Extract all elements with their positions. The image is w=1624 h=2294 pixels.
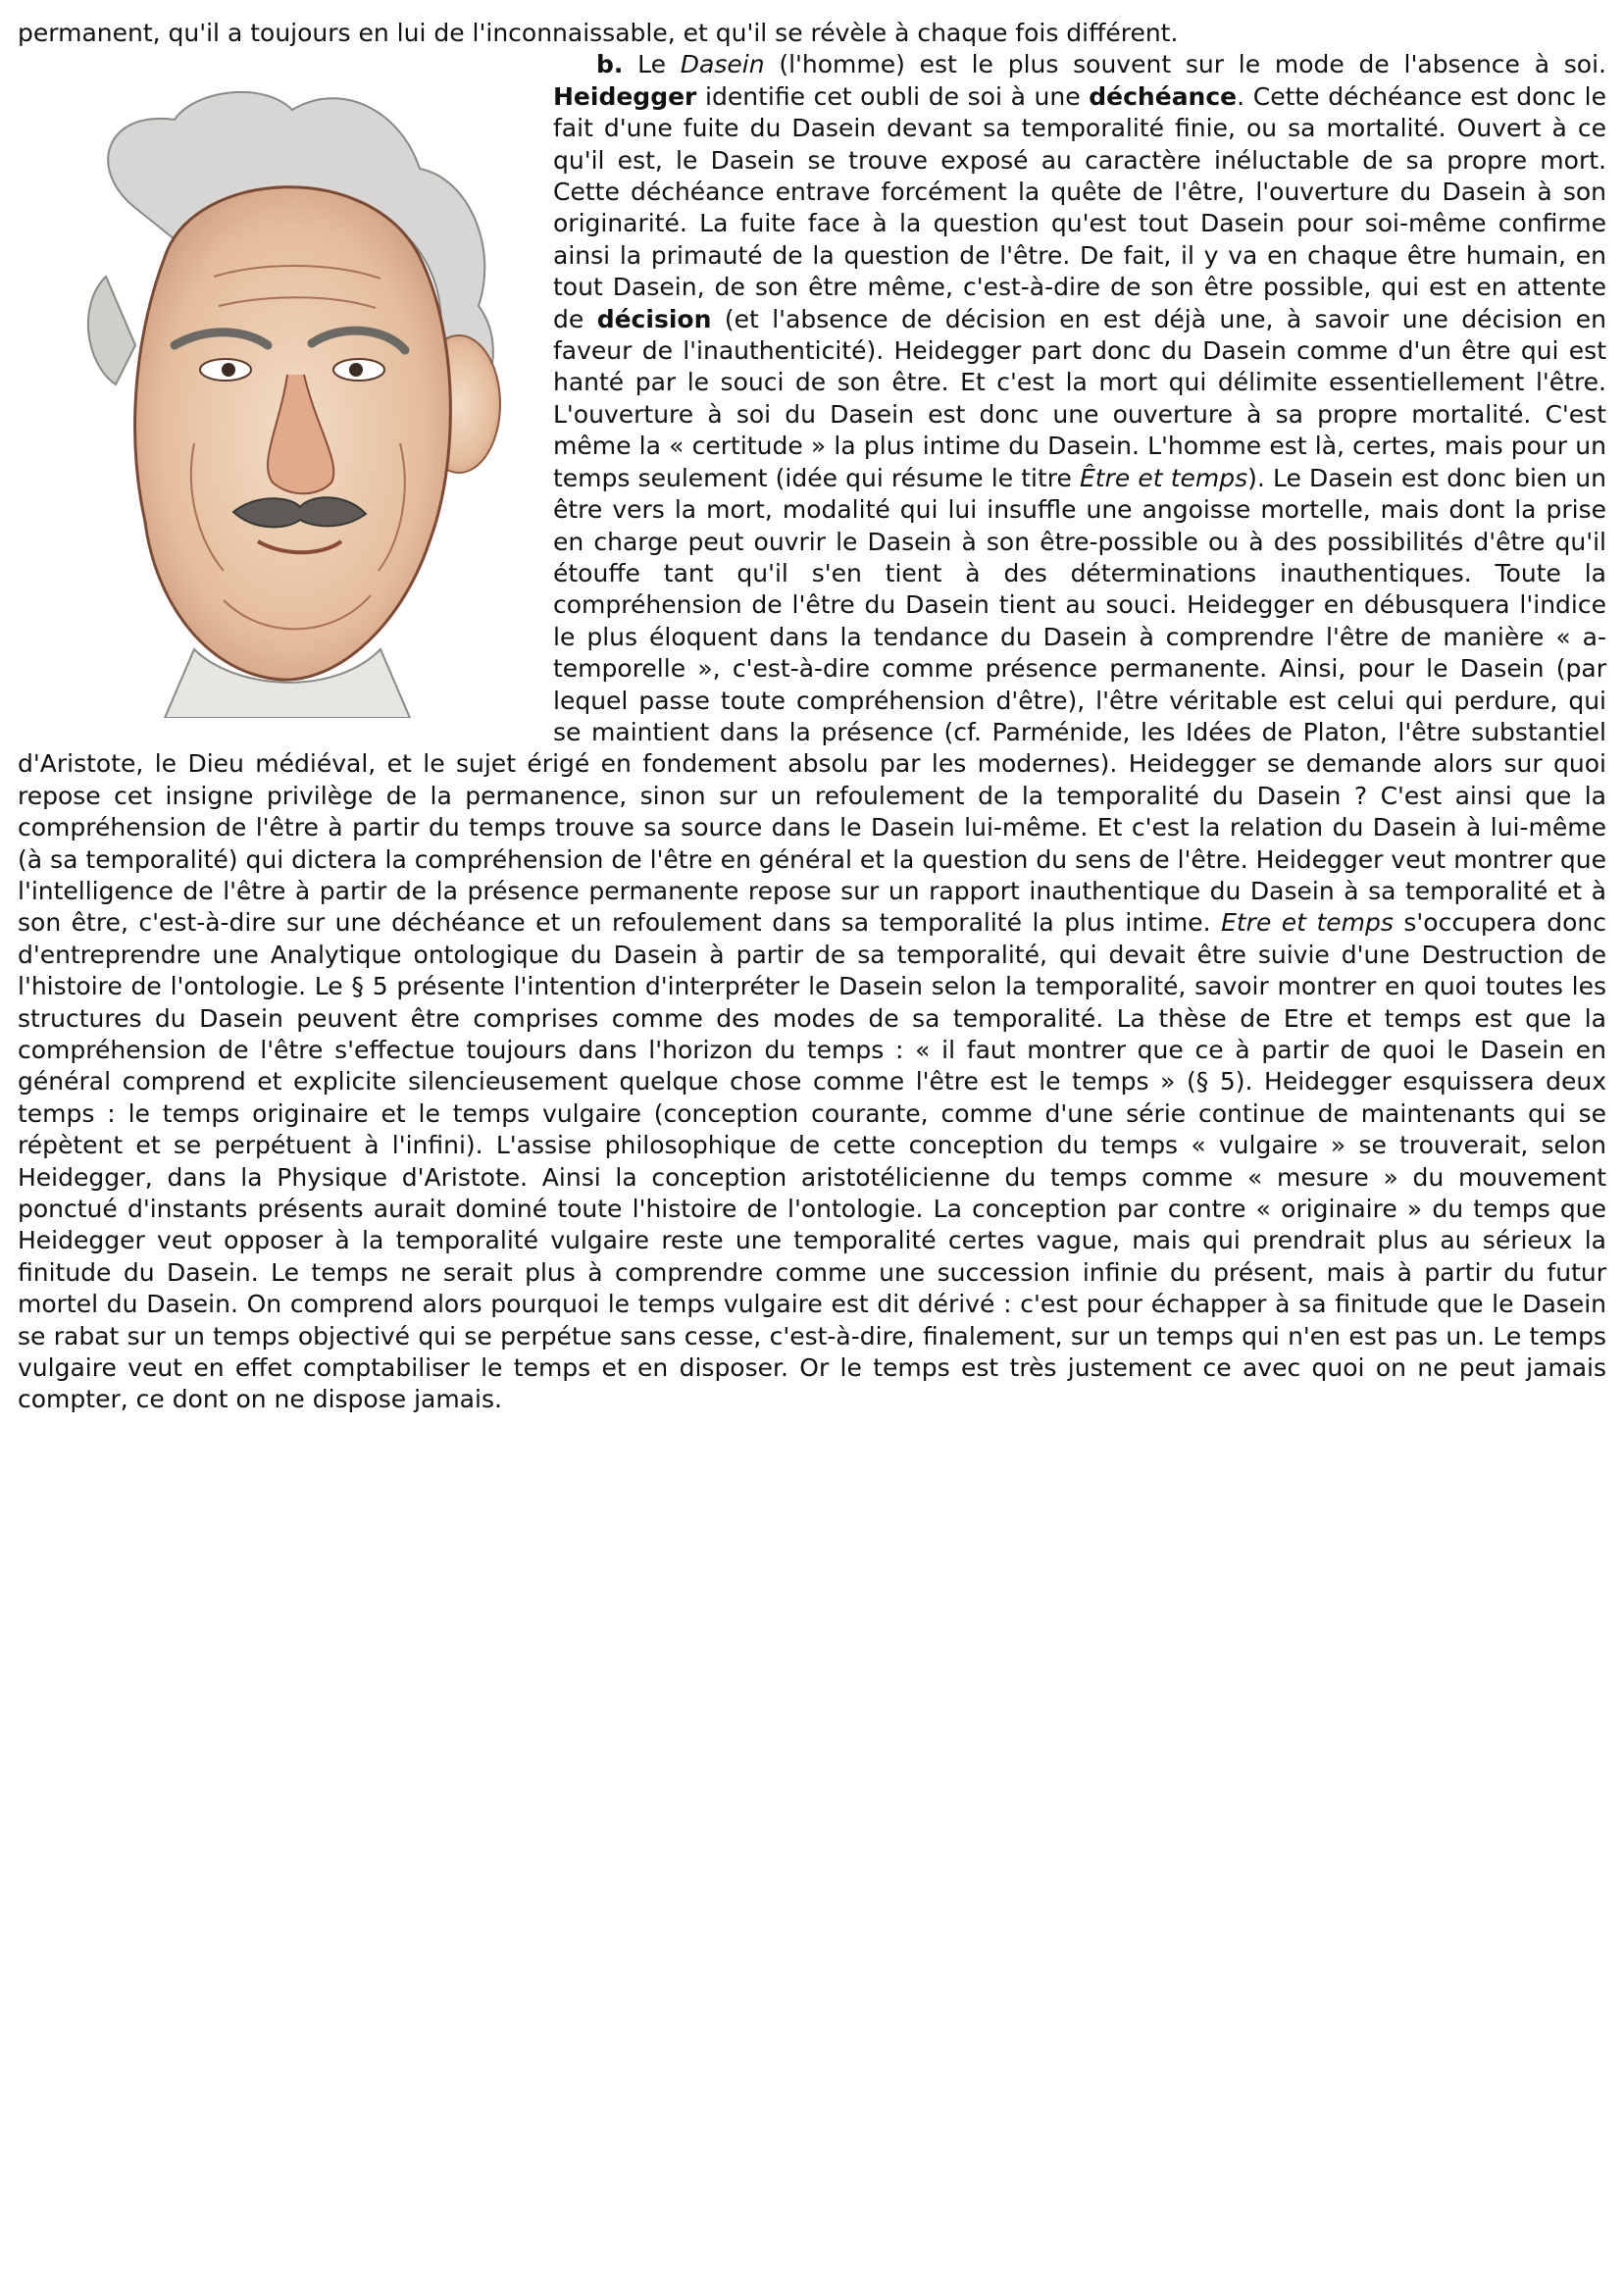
text-segment: ). Le Dasein est donc bien un être vers la mort, modalité qui lui insuffle une angoisse mortelle, mais dont la prise en charge peut ouvrir le Dasein à son être-possible ou à des possibilités d'être qu'il étouffe tant qu'il s'en tient à des déterminations inauthentiques. Toute la compréhension de l'être du Dasein tient au souci. Heidegger en débusquera l'indice le plus éloquent dans la tendance du Dasein à comprendre l'être de manière « a-temporelle », c'est-à-dire comme présence permanente. Ainsi, pour le Dasein (par lequel passe toute compréhension d'être), l'être véritable est celui qui perdure, qui se maintient dans la présence (cf. Parménide, les Idées de Platon, l'être substantiel d'Aristote, le Dieu médiéval, et le sujet érigé en fondement absolu par les modernes). Heidegger se demande alors sur quoi repose cet insigne privilège de la permanence, sinon sur un refoulement de la temporalité du Dasein ? C'est ainsi que la compréhension de l'être à partir du temps trouve sa source dans le Dasein lui-même. Et c'est la relation du Dasein à lui-même (à sa temporalité) qui dictera la compréhension de l'être en général et la question du sens de l'être. Heidegger veut montrer que l'intelligence de l'être à partir de la présence permanente repose sur un rapport inauthentique du Dasein à sa temporalité et à son être, c'est-à-dire sur une déchéance et un refoulement dans sa temporalité la plus intime. [18,463,1606,938]
text-segment: s'occupera donc d'entreprendre une Analytique ontologique du Dasein à partir de sa temporalité, qui devait être suivie d'une Destruction de l'histoire de l'ontologie. Le § 5 présente l'intention d'interpréter le Dasein selon la temporalité, savoir montrer en quoi toutes les structures du Dasein peuvent être comprises comme des modes de sa temporalité. La thèse de Etre et temps est que la compréhension de l'être s'effectue toujours dans l'horizon du temps : « il faut montrer que ce à partir de quoi le Dasein en général comprend et explicite silencieusement quelque chose comme l'être est le temps » (§ 5). Heidegger esquissera deux temps : le temps originaire et le temps vulgaire (conception courante, comme d'une série continue de maintenants qui se répètent et se perpétuent à l'infini). L'assise philosophique de cette conception du temps « vulgaire » se trouverait, selon Heidegger, dans la Physique d'Aristote. Ainsi la conception aristotélicienne du temps comme « mesure » du mouvement ponctué d'instants présents aurait dominé toute l'histoire de l'ontologie. La conception par contre « originaire » du temps que Heidegger veut opposer à la temporalité vulgaire reste une temporalité certes vague, mais qui prendrait plus au sérieux la finitude du Dasein. Le temps ne serait plus à comprendre comme une succession infinie du présent, mais à partir du futur mortel du Dasein. On comprend alors pourquoi le temps vulgaire est dit dérivé : c'est pour échapper à sa finitude que le Dasein se rabat sur un temps objectivé qui se perpétue sans cesse, c'est-à-dire, finalement, sur un temps qui n'en est pas un. Le temps vulgaire veut en effet comptabiliser le temps et en disposer. Or le temps est très justement ce avec quoi on ne peut jamais compter, ce dont on ne dispose jamais. [18,908,1607,1414]
text-segment: identifie cet oubli de soi à une [696,81,1090,111]
text-segment: (et l'absence de décision en est déjà une, à savoir une décision en faveur de l'inauthenticité). Heidegger part donc du Dasein comme d'un être qui est hanté par le souci de son être. Et c'est la mort qui délimite essentiellement l'être. L'ouverture à soi du Dasein est donc une ouverture à sa propre mortalité. C'est même la « certitude » la plus intime du Dasein. L'homme est là, certes, mais pour un temps seulement (idée qui résume le titre [553,304,1606,492]
bold-decision: décision [596,304,712,333]
text-segment: Le [623,50,681,79]
emphasis-etre-et-temps-2: Etre et temps [1221,908,1394,938]
paragraph-label: b. [596,50,624,79]
bold-heidegger: Heidegger [553,81,697,111]
text-segment: . Cette déchéance est donc le fait d'une fuite du Dasein devant sa temporalité finie, ou sa mortalité. Ouvert à ce qu'il est, le Dasein se trouve exposé au caractère inéluctable de sa propre mort. Cette déchéance entrave forcément la quête de l'être, l'ouverture du Dasein à son originarité. La fuite face à la question qu'est tout Dasein pour soi-même confirme ainsi la primauté de la question de l'être. De fait, il y va en chaque être humain, en tout Dasein, de son être même, c'est-à-dire de son être possible, qui est en attente de [553,81,1606,333]
opening-line: permanent, qu'il a toujours en lui de l'inconnaissable, et qu'il se révèle à chaque fois différent. [18,19,1179,47]
text-segment: (l'homme) est le plus souvent sur le mode de l'absence à soi. [764,50,1606,79]
emphasis-dasein: Dasein [680,50,765,79]
caricature-portrait-icon [47,51,537,718]
bold-decheance: déchéance [1089,81,1238,111]
document-page [18,18,1606,1416]
emphasis-etre-et-temps: Être et temps [1080,463,1248,492]
paragraph-b [18,49,1606,1415]
